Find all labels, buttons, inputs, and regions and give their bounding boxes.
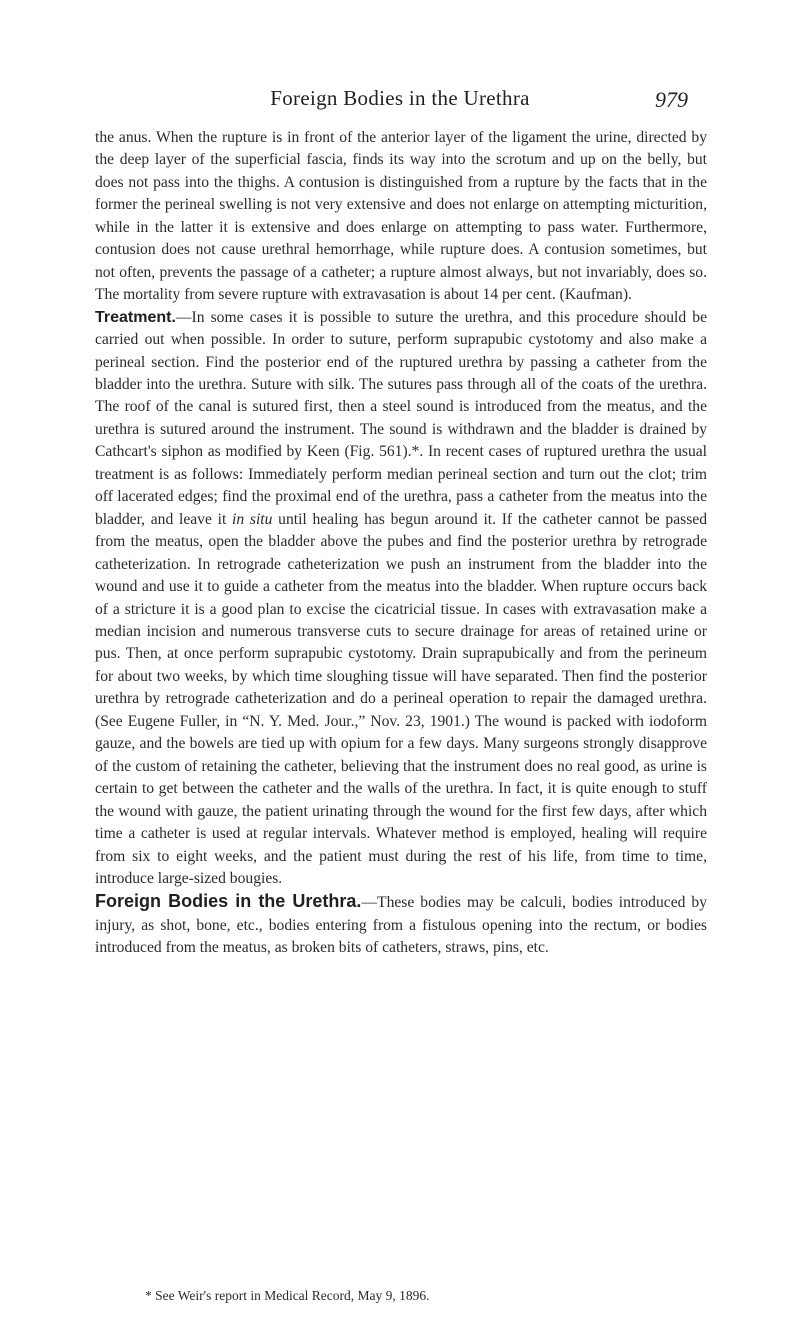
treatment-text-a: —In some cases it is possible to suture the urethra, and this procedure should be carried out when possible. In order to suture, perform suprapubic cystotomy and also make a perineal section. Find the posterior end of the ruptured urethra by passing a catheter from the bladder into the urethra. Suture with silk. The sutures pass through all of the coats of the urethra. The roof of the canal is sutured first, then a steel sound is introduced from the meatus, and the urethra is sutured around the instrument. The sound is withdrawn and the bladder is drained by Cathcart's siphon as modified by Keen (Fig. 561).*. In recent cases of ruptured urethra the usual treatment is as follows: Immediately perform median perineal section and turn out the clot; trim off lacerated edges; find the proximal end of the urethra, pass a catheter from the meatus into the bladder, and leave it <box>95 308 707 528</box>
foreign-bodies-text: —These bodies may be calculi, bodies introduced by injury, as shot, bone, etc., bodies entering from a fistulous opening into the rectum, or bodies introduced from the meatus, as broken bits of catheters, straws, pins, etc. <box>95 894 708 957</box>
treatment-text-b: until healing has begun around it. If the catheter cannot be passed from the meatus, open the bladder above the pubes and find the posterior urethra by retrograde catheterization. In retrograde catheterization we push an instrument from the bladder into the wound and use it to guide a catheter from the meatus into the bladder. When rupture occurs back of a stricture it is a good plan to excise the cicatricial tissue. In cases with extravasation make a median incision and numerous transverse cuts to secure drainage for areas of retained urine or pus. Then, at once perform suprapubic cystotomy. Drain suprapubically and from the perineum for about two weeks, by which time sloughing tissue will have separated. Then find the posterior urethra by retrograde catheterization and do a perineal operation to repair the damaged urethra. (See Eugene Fuller, in “N. Y. Med. Jour.,” Nov. 23, 1901.) The wound is packed with iodoform gauze, and the bowels are tied up with opium for a few days. Many surgeons strongly disapprove of the custom of retaining the catheter, believing that the instrument does no real good, as urine is certain to get between the catheter and the walls of the urethra. In fact, it is quite enough to stuff the wound with gauze, the patient urinating through the wound for the first few days, after which time a catheter is used at regular intervals. Whatever method is employed, healing will require from six to eight weeks, and the patient must during the rest of his life, from time to time, introduce large-sized bougies. <box>95 510 707 887</box>
paragraph-contusion <box>95 127 707 307</box>
body-text <box>95 127 707 960</box>
paragraph-treatment <box>95 307 707 891</box>
footnote: * See Weir's report in Medical Record, May 9, 1896. <box>145 1288 430 1303</box>
paragraph-foreign-bodies <box>95 890 707 959</box>
page-header <box>0 86 800 116</box>
running-head: Foreign Bodies in the Urethra <box>270 86 530 110</box>
paragraph-contusion-text: the anus. When the rupture is in front of the anterior layer of the ligament the urine, directed by the deep layer of the superficial fascia, finds its way into the scrotum and up on the belly, but does not pass into the thighs. A contusion is distinguished from a rupture by the facts that in the former the perineal swelling is not very extensive and does not enlarge on attempting micturition, while in the latter it is extensive and does enlarge on attempting to pass water. Furthermore, contusion does not cause urethral hemorrhage, while rupture does. A contusion sometimes, but not often, prevents the passage of a catheter; a rupture almost always, but not invariably, does so. The mortality from severe rupture with extravasation is about 14 per cent. (Kaufman). <box>95 129 707 304</box>
treatment-heading: Treatment. <box>95 308 176 326</box>
in-situ-italic: in situ <box>232 510 273 528</box>
foreign-bodies-heading: Foreign Bodies in the Urethra. <box>95 891 362 912</box>
page-number: 979 <box>655 87 688 112</box>
